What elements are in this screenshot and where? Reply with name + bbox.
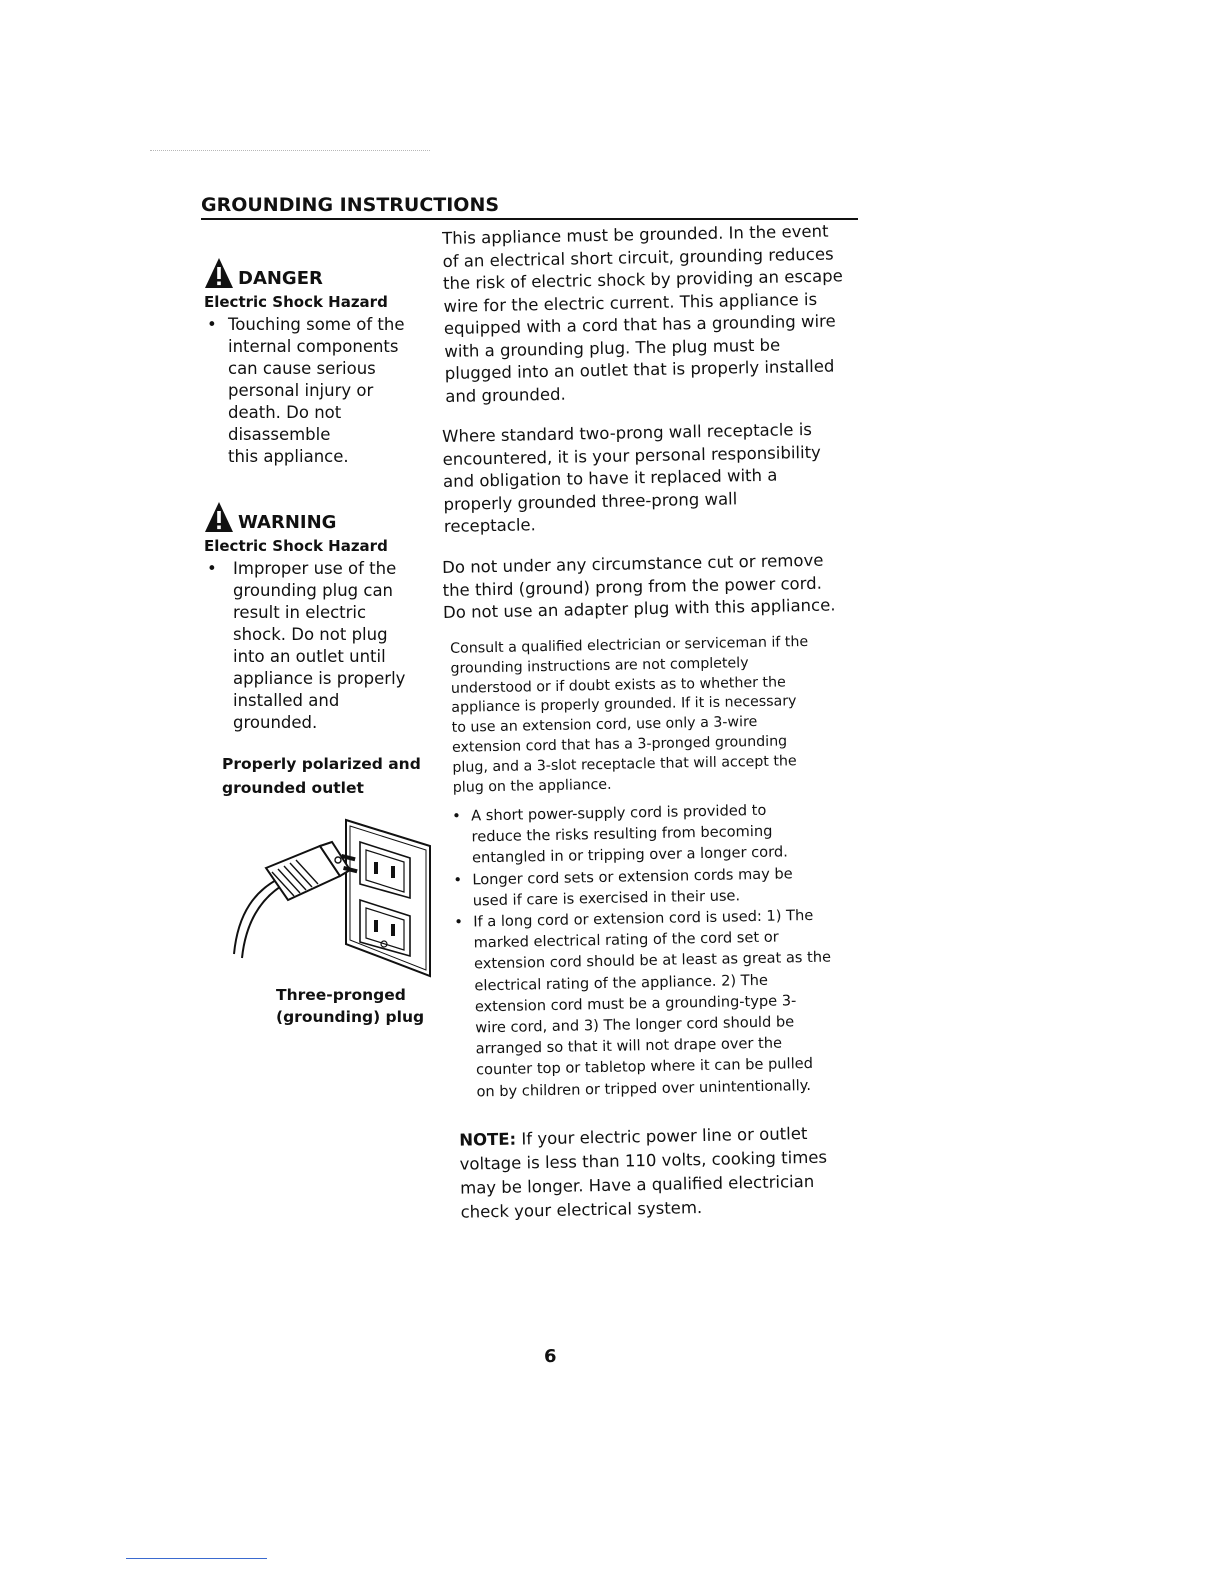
text-line: Consult a qualified electrician or serviceman if the (450, 633, 809, 657)
scan-artifact-specks (150, 150, 430, 155)
list-item (452, 798, 873, 870)
plug-caption-line: Three-pronged (276, 986, 406, 1004)
text-line: wire cord, and 3) The longer cord should be (475, 1013, 795, 1037)
text-line: reduce the risks resulting from becoming (471, 823, 773, 847)
text-line: and obligation to have it replaced with a (442, 465, 778, 491)
text-line: with a grounding plug. The plug must be (444, 335, 781, 361)
outlet-caption-line: grounded outlet (222, 779, 364, 797)
warning-line: into an outlet until (233, 647, 386, 666)
warning-subtitle: Electric Shock Hazard (204, 537, 388, 555)
plug-and-outlet-illustration (228, 816, 434, 978)
warning-line: result in electric (233, 603, 367, 622)
text-line: of an electrical short circuit, grounding reduces (442, 243, 834, 271)
danger-line: disassemble (228, 425, 331, 444)
note-text: If your electric power line or outlet (515, 1124, 808, 1149)
bullet-marker: • (207, 315, 217, 334)
danger-text (204, 314, 434, 468)
plug-caption-line: (grounding) plug (276, 1008, 425, 1026)
text-line: appliance is properly grounded. If it is necessary (451, 693, 797, 717)
note-label: NOTE: (459, 1129, 517, 1150)
text-line: marked electrical rating of the cord set or (473, 929, 779, 953)
danger-subtitle: Electric Shock Hazard (204, 293, 388, 311)
receptacle-paragraph (442, 418, 874, 539)
section-header (201, 194, 858, 220)
voltage-note (442, 1121, 874, 1225)
text-line: understood or if doubt exists as to whether the (450, 674, 786, 697)
danger-line: death. Do not (228, 403, 342, 422)
danger-title: DANGER (238, 268, 323, 289)
text-line: If a long cord or extension cord is used: 1) The (473, 907, 814, 931)
warning-alert (204, 494, 434, 734)
text-line: wire for the electric current. This appliance is (443, 289, 818, 316)
text-line: arranged so that it will not drape over the (475, 1035, 783, 1059)
warning-line: shock. Do not plug (233, 625, 388, 644)
text-line: and grounded. (445, 384, 566, 406)
text-line: grounding instructions are not completely (450, 654, 749, 677)
text-line: entangled in or tripping over a longer cord. (471, 844, 788, 868)
text-line: Do not use an adapter plug with this appliance. (442, 594, 836, 622)
warning-triangle-icon (204, 256, 234, 290)
text-line: extension cord that has a 3-pronged grounding (451, 733, 788, 756)
danger-line: can cause serious (228, 359, 376, 378)
warning-line: grounding plug can (233, 581, 394, 600)
warning-title: WARNING (238, 512, 337, 533)
warning-line: Improper use of the (233, 559, 397, 578)
danger-alert (204, 250, 434, 468)
bullet-marker: • (452, 808, 461, 826)
text-line: Where standard two-prong wall receptacle is (442, 419, 813, 446)
cord-bullet-list (442, 798, 878, 1103)
danger-line: internal components (228, 337, 399, 356)
text-line: may be longer. Have a qualified electrician (459, 1172, 815, 1198)
text-line: plugged into an outlet that is properly installed (444, 356, 835, 383)
text-line: plug, and a 3-slot receptacle that will accept the (452, 752, 797, 776)
text-line: counter top or tabletop where it can be pulled (475, 1055, 814, 1080)
warning-line: grounded. (233, 713, 318, 732)
bullet-marker: • (207, 559, 217, 578)
text-line: equipped with a cord that has a grounding wire (443, 311, 836, 338)
text-line: the third (ground) prong from the power cord. (442, 572, 823, 599)
list-item (454, 904, 878, 1103)
text-line: This appliance must be grounded. In the event (442, 221, 829, 248)
warning-text (204, 558, 434, 734)
danger-alert-header (204, 250, 434, 290)
text-line: voltage is less than 110 volts, cooking times (459, 1147, 828, 1174)
text-line: extension cord must be a grounding-type 3- (474, 992, 797, 1016)
outlet-caption-line: Properly polarized and (222, 755, 421, 773)
text-line: check your electrical system. (460, 1198, 703, 1222)
outlet-caption (222, 752, 421, 800)
text-line: A short power-supply cord is provided to (471, 802, 767, 825)
danger-line: personal injury or (228, 381, 374, 400)
instructions-column (442, 221, 872, 1225)
page-number: 6 (544, 1346, 557, 1367)
warning-alert-header (204, 494, 434, 534)
text-line: extension cord should be at least as great as the (473, 949, 832, 974)
safety-alerts-column (204, 250, 434, 734)
text-line: to use an extension cord, use only a 3-wire (451, 714, 758, 737)
grounding-paragraph (442, 220, 875, 408)
text-line: electrical rating of the appliance. 2) The (474, 971, 769, 995)
warning-line: installed and (233, 691, 340, 710)
danger-line: this appliance. (228, 447, 349, 466)
warning-triangle-icon (204, 500, 234, 534)
text-line: on by children or tripped over unintentionally. (476, 1076, 812, 1101)
bullet-marker: • (453, 871, 463, 889)
scan-artifact-line (126, 1558, 267, 1559)
text-line: plug on the appliance. (452, 776, 612, 796)
text-line: receptacle. (443, 515, 537, 536)
page-title: GROUNDING INSTRUCTIONS (201, 194, 500, 216)
text-line: properly grounded three-prong wall (443, 488, 738, 514)
text-line: used if care is exercised in their use. (472, 887, 741, 910)
text-line: Longer cord sets or extension cords may be (472, 865, 793, 889)
plug-caption (276, 984, 424, 1028)
electrician-paragraph (442, 632, 875, 799)
prong-paragraph (442, 548, 873, 624)
danger-line: Touching some of the (228, 315, 405, 334)
text-line: the risk of electric shock by providing an escape (442, 266, 843, 293)
text-line: encountered, it is your personal responsibility (442, 442, 822, 469)
warning-line: appliance is properly (233, 669, 406, 688)
text-line: Do not under any circumstance cut or remove (442, 550, 824, 577)
bullet-marker: • (454, 914, 464, 932)
